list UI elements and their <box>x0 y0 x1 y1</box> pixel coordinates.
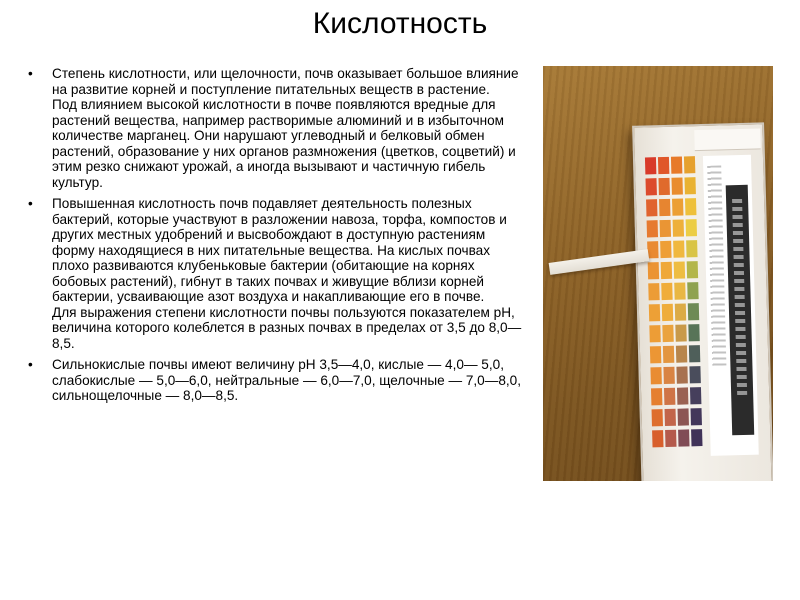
color-swatch <box>689 345 700 362</box>
color-swatch <box>665 430 676 447</box>
bullet-marker: • <box>28 66 33 81</box>
color-chart-row <box>649 303 701 321</box>
color-swatch <box>675 303 686 320</box>
color-swatch <box>662 325 673 342</box>
color-swatch <box>678 408 689 425</box>
color-chart-row <box>645 177 697 195</box>
color-swatch <box>676 366 687 383</box>
color-swatch <box>663 346 674 363</box>
color-chart-row <box>650 366 702 384</box>
color-swatch <box>672 198 683 215</box>
color-swatch <box>652 409 663 426</box>
paragraph: Под влиянием высокой кислотности в почве появляются вредные для растений вещества, например растворимые алюминий и в избыточном количестве марганец. Они нарушают углеводный и белковый обмен растений, образование у них органов размножения (цветков, соцветий) и этим резко снижают урожай, а иногда вызывают и частичную гибель культур. <box>52 97 516 190</box>
color-swatch <box>674 282 685 299</box>
color-chart-row <box>649 324 701 342</box>
color-swatch <box>662 304 673 321</box>
bullet-marker: • <box>28 196 33 211</box>
color-chart-row <box>652 429 704 447</box>
ph-color-chart <box>645 156 705 451</box>
color-swatch <box>665 409 676 426</box>
color-swatch <box>645 178 656 195</box>
box-lid <box>694 128 761 151</box>
color-swatch <box>648 262 659 279</box>
color-swatch <box>660 220 671 237</box>
color-swatch <box>688 324 699 341</box>
color-swatch <box>677 387 688 404</box>
color-swatch <box>678 429 689 446</box>
color-swatch <box>690 387 701 404</box>
bullet-marker: • <box>28 357 33 372</box>
color-swatch <box>651 388 662 405</box>
color-swatch <box>691 408 702 425</box>
color-chart-row <box>652 408 704 426</box>
color-swatch <box>671 156 682 173</box>
color-swatch <box>661 262 672 279</box>
paragraph: Повышенная кислотность почв подавляет деятельность полезных бактерий, которые участвуют в разложении навоза, торфа, компостов и других местных удобрений и высвобождают в доступную растениям форму находящиеся в них питательные вещества. На кислых почвах плохо развиваются клубеньковые бактерии (обитающие на корнях бобовых растений), гибнут в таких почвах и живущие вблизи корней бактерии, усваивающие азот воздуха и накапливающие его в почве. <box>52 196 507 304</box>
color-swatch <box>673 240 684 257</box>
color-swatch <box>688 303 699 320</box>
slide-title: Кислотность <box>312 7 488 40</box>
color-swatch <box>647 241 658 258</box>
color-swatch <box>686 219 697 236</box>
color-swatch <box>691 429 702 446</box>
color-swatch <box>649 304 660 321</box>
color-chart-row <box>647 240 699 258</box>
color-swatch <box>686 240 697 257</box>
color-chart-row <box>647 219 699 237</box>
bullet-item <box>28 66 530 190</box>
color-swatch <box>689 366 700 383</box>
color-swatch <box>661 283 672 300</box>
color-swatch <box>687 261 698 278</box>
slide-body <box>28 66 530 410</box>
color-swatch <box>650 346 661 363</box>
color-swatch <box>649 325 660 342</box>
color-swatch <box>673 219 684 236</box>
color-swatch <box>647 220 658 237</box>
ph-strip-box <box>632 122 773 481</box>
color-swatch <box>664 388 675 405</box>
bullet-item <box>28 196 530 351</box>
color-swatch <box>663 367 674 384</box>
color-swatch <box>658 178 669 195</box>
paragraph: Для выражения степени кислотности почвы пользуются показателем рН, величина которого колеблется в разных почвах в пределах от 3,5 до 8,0—8,5. <box>52 304 522 351</box>
color-chart-row <box>646 198 698 216</box>
color-swatch <box>684 177 695 194</box>
color-chart-row <box>648 261 700 279</box>
color-swatch <box>674 261 685 278</box>
ph-strip-photo <box>543 66 773 481</box>
color-swatch <box>671 177 682 194</box>
color-swatch <box>687 282 698 299</box>
color-chart-row <box>651 387 703 405</box>
color-swatch <box>675 324 686 341</box>
color-chart-row <box>648 282 700 300</box>
color-swatch <box>676 345 687 362</box>
bullet-item <box>28 357 530 404</box>
color-swatch <box>658 157 669 174</box>
color-swatch <box>645 157 656 174</box>
color-swatch <box>652 430 663 447</box>
color-chart-row <box>650 345 702 363</box>
paragraph: Сильнокислые почвы имеют величину рН 3,5—4,0, кислые — 4,0— 5,0, слабокислые — 5,0—6,0, нейтральные — 6,0—7,0, щелочные — 7,0—8,0, сильнощелочные — 8,0—8,5. <box>52 357 521 403</box>
color-swatch <box>684 156 695 173</box>
color-swatch <box>685 198 696 215</box>
color-swatch <box>650 367 661 384</box>
color-swatch <box>646 199 657 216</box>
paragraph: Степень кислотности, или щелочности, почв оказывает большое влияние на развитие корней и поступление питательных веществ в растение. <box>52 66 519 97</box>
color-swatch <box>660 241 671 258</box>
color-swatch <box>648 283 659 300</box>
color-chart-row <box>645 156 697 174</box>
color-swatch <box>659 199 670 216</box>
